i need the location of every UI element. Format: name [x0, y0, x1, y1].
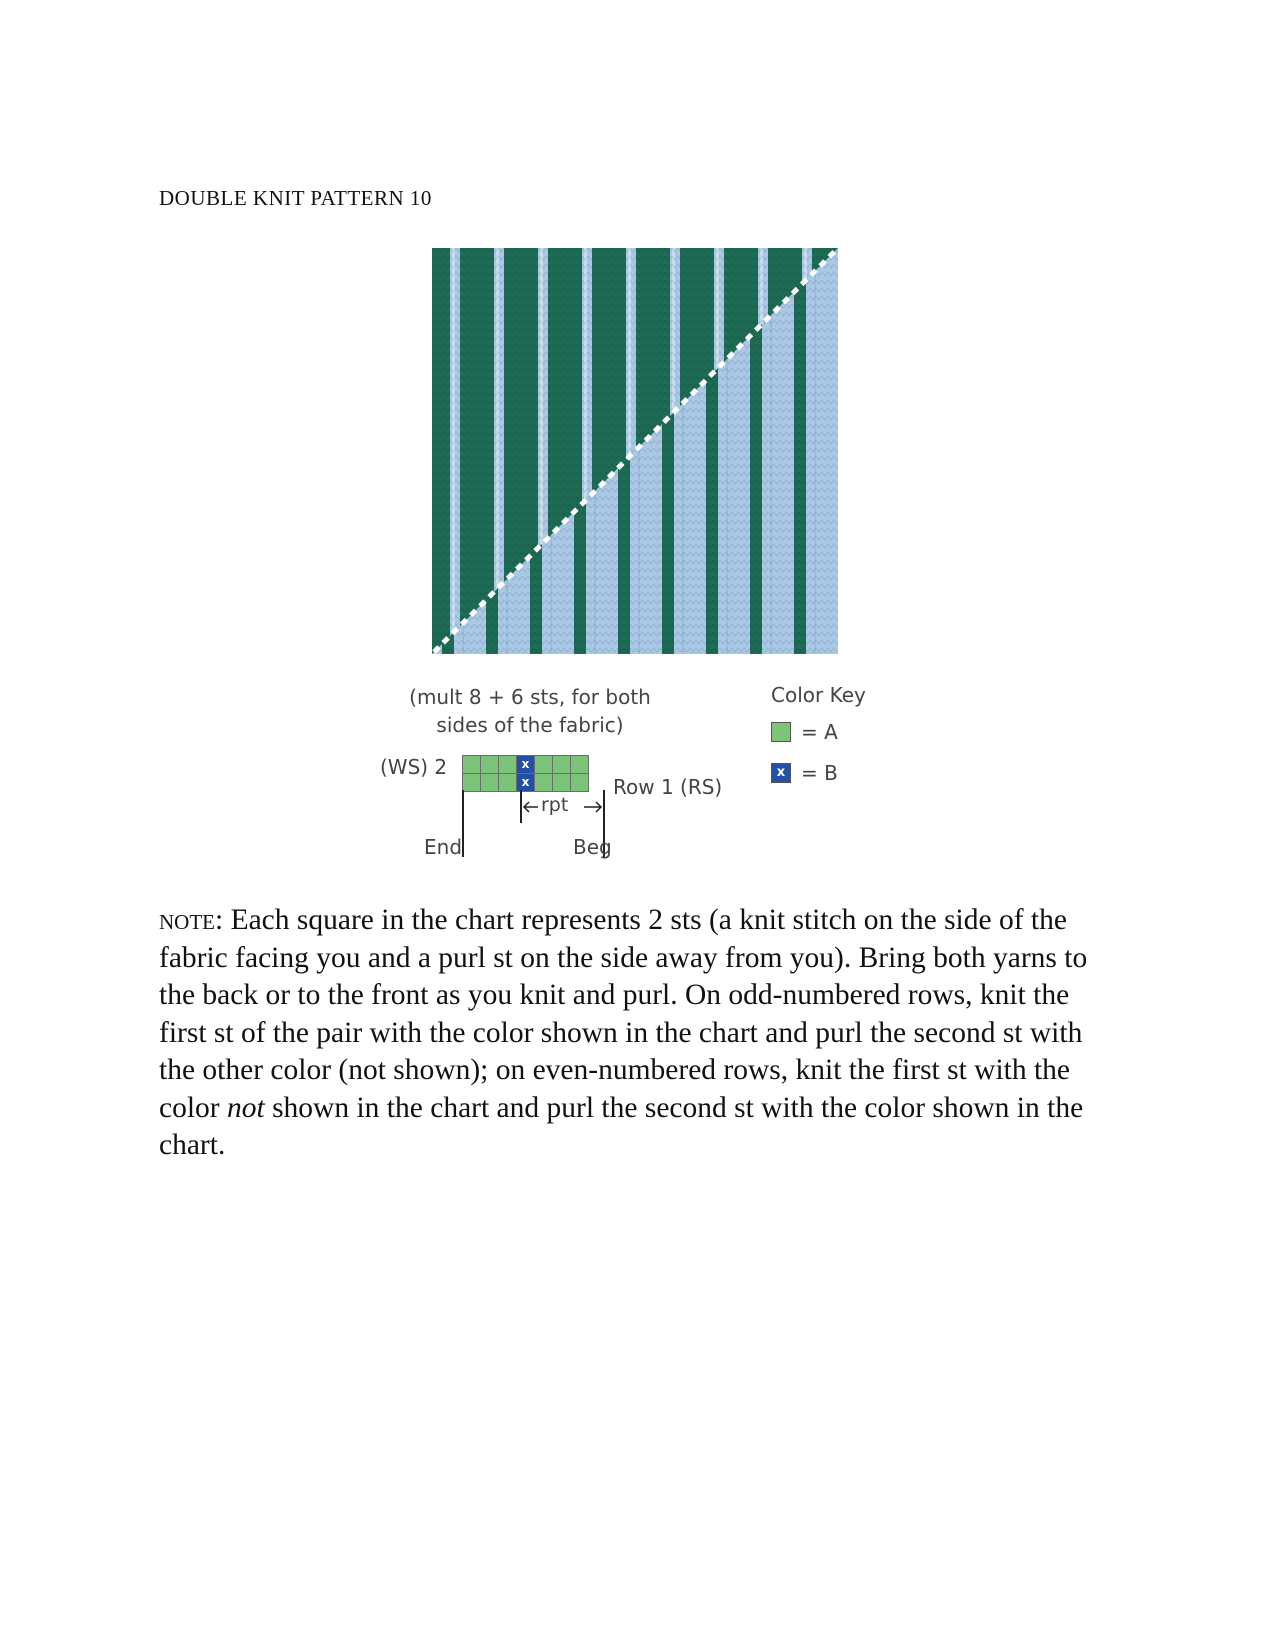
chart-cell-a — [498, 755, 517, 774]
chart-row — [462, 773, 588, 791]
chart-cell-a — [462, 773, 481, 792]
note-lead: note: — [159, 904, 224, 936]
chart-cell-a — [534, 755, 553, 774]
chart-section — [380, 675, 900, 885]
color-a-swatch — [771, 722, 791, 742]
chart-row — [462, 755, 588, 773]
stitch-chart-grid — [462, 755, 588, 791]
rpt-label: rpt — [541, 794, 569, 816]
pattern-heading: DOUBLE KNIT PATTERN 10 — [159, 186, 432, 210]
color-b-label: = B — [801, 761, 838, 785]
chart-cell-b: x — [516, 755, 535, 774]
chart-cell-a — [480, 773, 499, 792]
end-label: End — [424, 835, 463, 859]
note-text-1: Each square in the chart represents 2 sts (a knit stitch on the side of the fabric facing you and a purl st on the side away from you). Bring both yarns to the back or to the front as you knit and purl. On odd-numbered rows, knit the first st of the pair with the color shown in the chart and purl the second st with the other color (not shown); on even-numbered rows, knit the first st with the color — [159, 904, 1088, 1124]
rs-row-label: Row 1 (RS) — [613, 775, 723, 799]
color-key-title: Color Key — [771, 683, 866, 707]
note-paragraph — [159, 902, 1124, 1165]
chart-cell-a — [552, 773, 571, 792]
chart-cell-a — [462, 755, 481, 774]
beg-label: Beg — [573, 835, 612, 859]
chart-cell-a — [570, 773, 589, 792]
chart-cell-a — [570, 755, 589, 774]
color-a-label: = A — [801, 720, 838, 744]
chart-cell-a — [498, 773, 517, 792]
note-text-2: shown in the chart and purl the second st with the color shown in the chart. — [159, 1091, 1084, 1161]
color-b-swatch: x — [771, 763, 791, 783]
chart-cell-a — [552, 755, 571, 774]
knit-swatch-photo — [432, 248, 838, 654]
chart-caption-line-2: sides of the fabric) — [436, 713, 624, 737]
ws-row-label: (WS) 2 — [380, 755, 448, 779]
chart-caption — [380, 683, 680, 739]
chart-caption-line-1: (mult 8 + 6 sts, for both — [409, 685, 651, 709]
note-italic: not — [227, 1091, 265, 1124]
chart-cell-a — [534, 773, 553, 792]
end-guide-line — [462, 790, 464, 857]
chart-cell-a — [480, 755, 499, 774]
chart-cell-b: x — [516, 773, 535, 792]
